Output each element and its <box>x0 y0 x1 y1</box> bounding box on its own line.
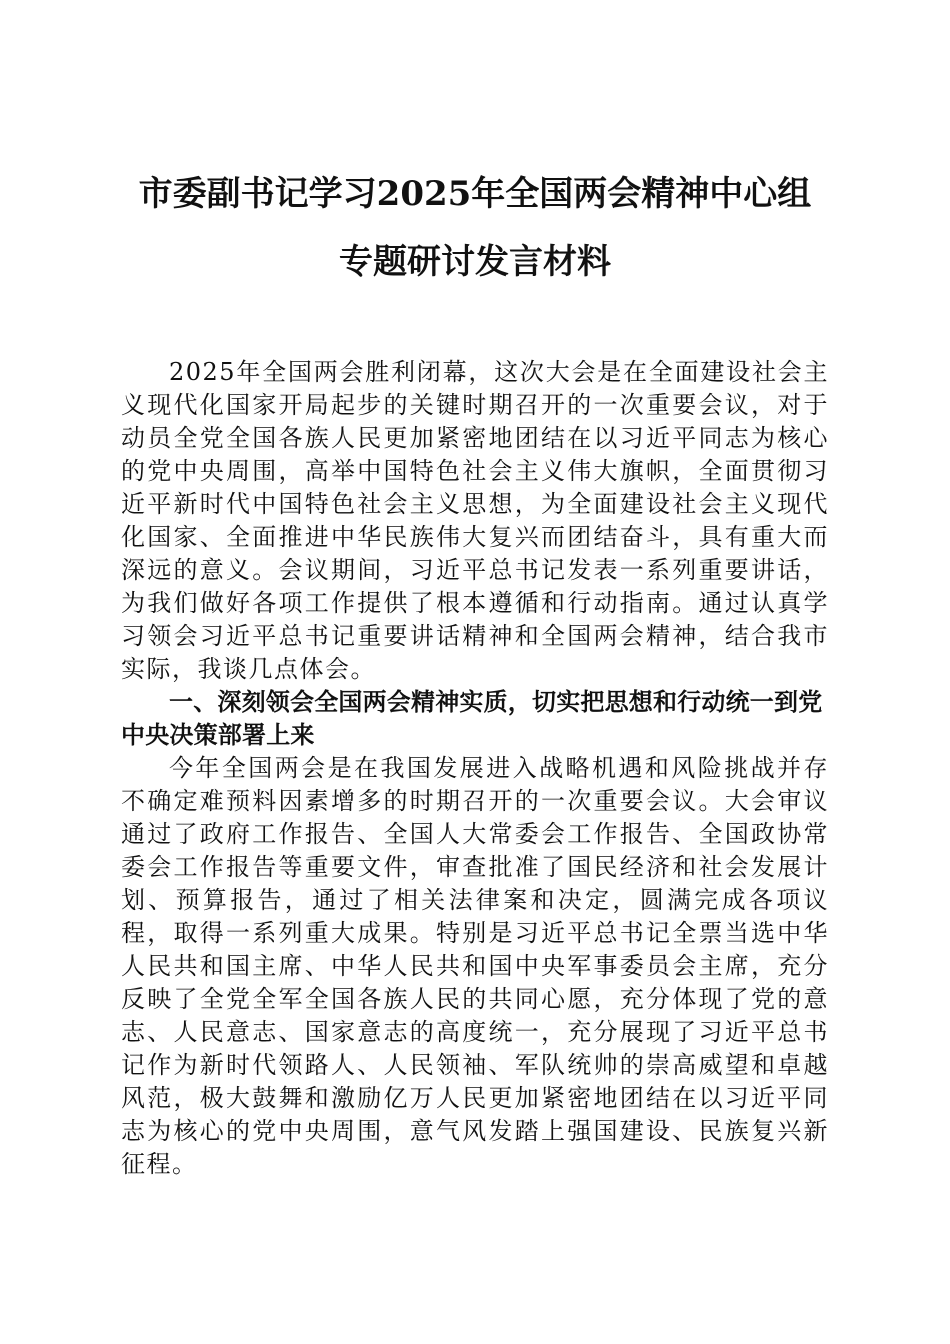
document-body <box>121 356 829 1181</box>
document-title-line-1: 市委副书记学习2025年全国两会精神中心组 <box>138 174 812 214</box>
document-title-line-2: 专题研讨发言材料 <box>339 242 611 282</box>
section-1-paragraph: 今年全国两会是在我国发展进入战略机遇和风险挑战并存不确定难预料因素增多的时期召开的一次重要会议。大会审议通过了政府工作报告、全国人大常委会工作报告、全国政协常委会工作报告等重要文件，审查批准了国民经济和社会发展计划、预算报告，通过了相关法律案和决定，圆满完成各项议程，取得一系列重大成果。特别是习近平总书记全票当选中华人民共和国主席、中华人民共和国中央军事委员会主席，充分反映了全党全军全国各族人民的共同心愿，充分体现了党的意志、人民意志、国家意志的高度统一，充分展现了习近平总书记作为新时代领路人、人民领袖、军队统帅的崇高威望和卓越风范，极大鼓舞和激励亿万人民更加紧密地团结在以习近平同志为核心的党中央周围，意气风发踏上强国建设、民族复兴新征程。 <box>121 754 829 1178</box>
intro-paragraph: 2025年全国两会胜利闭幕，这次大会是在全面建设社会主义现代化国家开局起步的关键时期召开的一次重要会议，对于动员全党全国各族人民更加紧密地团结在以习近平同志为核心的党中央周围，高举中国特色社会主义伟大旗帜，全面贯彻习近平新时代中国特色社会主义思想，为全面建设社会主义现代化国家、全面推进中华民族伟大复兴而团结奋斗，具有重大而深远的意义。会议期间，习近平总书记发表一系列重要讲话，为我们做好各项工作提供了根本遵循和行动指南。通过认真学习领会习近平总书记重要讲话精神和全国两会精神，结合我市实际，我谈几点体会。 <box>121 358 829 683</box>
section-heading-1: 一、深刻领会全国两会精神实质，切实把思想和行动统一到党中央决策部署上来 <box>121 688 823 749</box>
